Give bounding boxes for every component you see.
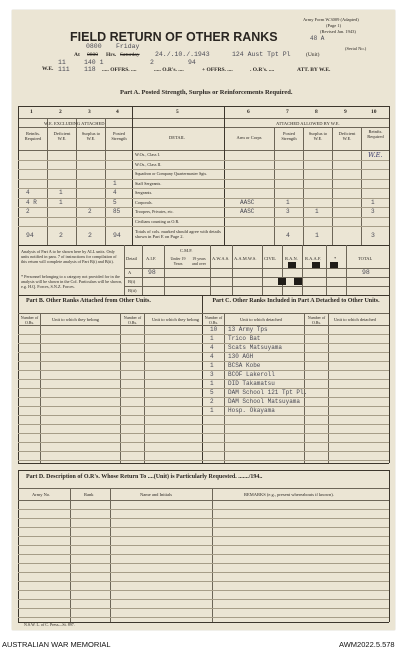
part-c-row-unit: Hosp. Okayama [228, 407, 275, 414]
header-reinfts-att: Reinfts. Required [367, 129, 384, 139]
col-num-6: 6 [247, 109, 250, 115]
detail-row-cell: 4 [113, 189, 117, 196]
analysis-civil-divider [282, 245, 283, 295]
part-d-row-rule [18, 554, 389, 555]
analysis-aamwg-divider [262, 245, 263, 295]
header-deficient-we: Deficient W.E. [53, 131, 71, 141]
part-d-header-army-no: Army No. [32, 492, 51, 497]
detail-row-cell: 1 [286, 198, 290, 206]
time-printed: 0800 [87, 52, 98, 58]
part-c-row-number: 4 [210, 344, 214, 351]
part-d-row-rule [18, 617, 389, 618]
part-a-header-bottom [18, 150, 389, 151]
detail-row-cell: 2 [26, 208, 30, 215]
part-d-row-rule [18, 518, 389, 519]
detail-row-cell: 1 [59, 198, 63, 206]
serial-label: (Serial No.) [345, 46, 367, 51]
analysis-cmf-under: Under 19 Years [170, 256, 186, 266]
detail-row-cell: 3 [286, 208, 290, 215]
day-handwritten: Friday [116, 43, 140, 50]
detail-row-cell: 4 R [26, 198, 37, 206]
analysis-row-b1: B(i) [128, 279, 136, 284]
part-a-subheader-rule [18, 127, 389, 128]
at-label: At [74, 52, 80, 58]
attached-allowed-header: ATTACHED ALLOWED BY W.E. [276, 121, 340, 126]
analysis-awas: A.W.A.S. [212, 256, 230, 261]
part-bc-row-rule [18, 424, 389, 425]
detail-row-cell: AASC [240, 198, 255, 206]
analysis-note: Analysis of Part A to be shown here by ALL units. Only units notified in para. 7 of instructions for compilation of this return will complete analysis of Part B(i) and B(ii). [21, 249, 117, 264]
part-b-header-unit-1: Unit to which they belong [52, 317, 99, 322]
part-a-row-rule [18, 198, 389, 199]
analysis-aif: A.I.F. [146, 256, 157, 261]
part-bc-row-rule [18, 460, 389, 461]
analysis-ran-divider [302, 245, 303, 295]
part-c-row-number: 2 [210, 398, 214, 405]
analysis-row-a-rule [124, 268, 389, 269]
part-c-row-number: 3 [210, 371, 214, 378]
part-d-title: Part D. Description of O.R's. Whose Return To ....(Unit) is Particularly Requested. ......./194.. [26, 474, 263, 480]
part-a-row-rule [18, 179, 389, 180]
detail-row-cell: 1 [315, 208, 319, 215]
header-arm-corps: Arm or Corps [236, 135, 262, 140]
part-c-header-unit-1: Unit to which detached [240, 317, 282, 322]
part-c-row-unit: DAM School Matsuyama [228, 398, 301, 405]
part-c-row-unit: Trico Bat [228, 335, 261, 342]
att-ors-label: . O.R's. .... [250, 67, 275, 73]
part-c-header-unit-2: Unit to which detached [334, 317, 376, 322]
part-c-row-number: 1 [210, 407, 214, 414]
redaction-box-5 [294, 278, 302, 285]
total-deficient: 2 [59, 232, 63, 239]
part-c-row-number: 1 [210, 380, 214, 387]
detail-row-label: Staff Sergeants. [135, 180, 162, 186]
part-c-row-unit: 130 AGH [228, 353, 254, 360]
part-c-row-number: 1 [210, 335, 214, 342]
part-d-right-border [389, 470, 390, 622]
detail-row-label: Sergeants. [135, 190, 153, 195]
detail-row-label: Squadron or Company Quartermaster Sgts. [135, 171, 208, 176]
part-c-row-number: 10 [210, 326, 218, 333]
part-d-row-rule [18, 572, 389, 573]
unit-handwritten: 124 Aust Tpt Pl [232, 51, 291, 58]
col-divider-9 [361, 127, 362, 245]
part-b-title: Part B. Other Ranks Attached from Other Units. [26, 298, 151, 304]
part-d-header-remarks: REMARKS (e.g., present whereabouts if known). [244, 492, 334, 497]
analysis-divider [124, 245, 125, 295]
analysis-civil: CIVIL [264, 256, 276, 261]
detail-row-cell: 1 [59, 189, 63, 196]
part-d-row-rule [18, 509, 389, 510]
col-num-5: 5 [176, 109, 179, 115]
part-c-header-number-1: Number of O.Rs. [204, 315, 223, 325]
part-b-header-number-2: Number of O.Rs. [123, 315, 142, 325]
ors-value-2: 118 [84, 66, 96, 73]
form-sheet [12, 10, 395, 630]
redaction-box-1 [288, 262, 296, 268]
analysis-star: * [334, 256, 337, 261]
part-bc-row-rule [18, 352, 389, 353]
part-d-row-rule [18, 608, 389, 609]
total-att-reinfts: 3 [371, 232, 375, 239]
form-title: FIELD RETURN OF OTHER RANKS [70, 30, 278, 44]
part-a-row-rule [18, 217, 389, 218]
analysis-row-b2: B(ii) [128, 288, 137, 293]
header-posted-strength: Posted Strength [111, 131, 127, 141]
analysis-detail-divider [142, 245, 143, 295]
part-a-row-rule [18, 207, 389, 208]
col-divider-7 [303, 127, 304, 245]
analysis-note-2: * Personnel belonging to a category not provided for in the analysis will be shown in the Col. Particulars will be shown, e.g. H.Q. Forces, S.N.Z. Forces. [21, 274, 123, 289]
redaction-box-3 [330, 262, 338, 268]
total-reinfts: 94 [26, 232, 34, 239]
part-bc-row-rule [18, 451, 389, 452]
header-deficient-att: Deficient W.E. [338, 131, 356, 141]
part-bc-row-rule [18, 379, 389, 380]
part-bc-header-bottom [18, 325, 389, 326]
total-surplus: 2 [88, 232, 92, 239]
we-ors-label: ..... O.R's. .... [154, 67, 184, 73]
analysis-row-a: A [128, 270, 132, 275]
analysis-aif-value: 98 [148, 269, 156, 276]
detail-row-label: Troopers, Privates, etc. [135, 209, 174, 214]
analysis-cmf-divider [210, 245, 211, 295]
part-bc-row-rule [18, 361, 389, 362]
redaction-box-4 [278, 278, 286, 285]
analysis-cmf-over: 19 years and over [192, 256, 206, 266]
col-num-1: 1 [30, 109, 33, 115]
analysis-row-b1-rule [124, 277, 389, 278]
detail-row-cell: 3 [371, 208, 375, 215]
analysis-awas-divider [232, 245, 233, 295]
total-posted: 94 [113, 232, 121, 239]
analysis-cmf: C.M.F. [180, 248, 193, 253]
analysis-raaf-divider [326, 245, 327, 295]
analysis-bottom-border [18, 295, 389, 296]
army-form-number: Army Form W.3009 (Adapted) [303, 17, 359, 22]
part-bc-row-rule [18, 343, 389, 344]
header-posted-strength-att: Posted Strength [281, 131, 297, 141]
part-a-top-border [18, 106, 389, 107]
part-a-colnum-rule [18, 118, 389, 119]
part-d-header-name: Name and Initials [140, 492, 172, 497]
total-att-surplus: 1 [315, 232, 319, 239]
part-bc-row-rule [18, 334, 389, 335]
detail-row-cell: 1 [113, 179, 117, 187]
detail-row-cell: AASC [240, 208, 255, 215]
offrs-value-1: 2 [150, 59, 154, 66]
col-num-3: 3 [88, 109, 91, 115]
ors-value-1: 140 1 [84, 59, 104, 66]
header-detail: DETAIL [169, 135, 185, 140]
part-c-row-unit: DID Takamatsu [228, 380, 275, 387]
col-num-4: 4 [116, 109, 119, 115]
att-by-we-label: ATT. BY W.E. [297, 67, 331, 73]
col-num-8: 8 [315, 109, 318, 115]
we-excluding-header: W.E. EXCLUDING ATTACHED [44, 121, 105, 126]
col-num-7: 7 [286, 109, 289, 115]
total-att-posted: 4 [286, 232, 290, 239]
detail-row-label: W.Os., Class I. [135, 152, 160, 157]
analysis-aamwg: A.A.M.W.S. [234, 256, 257, 261]
serial-number-value: 48 A [310, 35, 325, 42]
header-reinfts-required: Reinfts. Required [24, 131, 42, 141]
part-c-row-unit: DAM School 121 Tpt Pl. [228, 389, 308, 396]
detail-row-cell: 1 [371, 198, 375, 206]
date-handwritten: 24./.10./.1943 [155, 51, 210, 58]
header-surplus-we: Surplus to W.E. [81, 131, 101, 141]
part-bc-row-rule [18, 397, 389, 398]
we-value-1: 11 [58, 59, 66, 66]
day-printed: Saturday [120, 52, 140, 58]
analysis-aif-divider [164, 245, 165, 295]
part-d-top-border [18, 470, 389, 471]
part-d-row-rule [18, 590, 389, 591]
part-d-row-rule [18, 536, 389, 537]
part-c-row-number: 5 [210, 389, 214, 396]
part-a-bottom-border [18, 245, 389, 246]
part-c-row-unit: 13 Army Tps [228, 326, 268, 333]
part-d-row-rule [18, 581, 389, 582]
part-d-row-rule [18, 527, 389, 528]
part-a-row-rule [18, 169, 389, 170]
ors-value-3: 94 [188, 59, 196, 66]
part-b-header-unit-2: Unit to which they belong [152, 317, 199, 322]
detail-row-cell: 2 [88, 208, 92, 215]
part-c-title: Part C. Other Ranks Included in Part A Detached to Other Units. [212, 298, 380, 304]
part-d-header-rank: Rank [84, 492, 94, 497]
part-d-header-bottom [18, 500, 389, 501]
part-a-row-rule [18, 226, 389, 227]
part-bc-row-rule [18, 370, 389, 371]
analysis-detail-label: Detail [126, 256, 137, 261]
we-mark: W.E. [368, 151, 383, 159]
part-bc-row-rule [18, 388, 389, 389]
hrs-label: Hrs. [106, 52, 117, 58]
part-bc-row-rule [18, 442, 389, 443]
part-c-header-number-2: Number of O.Rs. [307, 315, 326, 325]
detail-row-cell: 5 [113, 198, 117, 206]
part-c-row-number: 4 [210, 353, 214, 360]
part-bc-row-rule [18, 433, 389, 434]
unit-label: (Unit) [306, 52, 320, 58]
part-b-header-number-1: Number of O.Rs. [20, 315, 39, 325]
detail-row-label: Corporals. [135, 199, 153, 205]
analysis-total-value: 98 [362, 269, 370, 276]
detail-row-cell: 85 [113, 208, 121, 215]
footer-accession-number: AWM2022.5.578 [339, 640, 395, 649]
part-c-row-unit: Scats Matsuyama [228, 344, 283, 351]
part-a-left-border [18, 106, 19, 295]
redaction-box-2 [312, 262, 320, 268]
time-handwritten: 0800 [86, 43, 102, 50]
analysis-total: TOTAL [358, 256, 373, 261]
we-value-2: 111 [58, 66, 70, 73]
part-c-row-number: 1 [210, 362, 214, 369]
print-line: N.S.W. L. of C. Press—St. 897. [24, 622, 75, 627]
part-d-row-rule [18, 599, 389, 600]
part-c-row-unit: BCOF Lakeroll [228, 371, 275, 378]
header-surplus-att: Surplus to W.E. [308, 131, 328, 141]
col-divider-6 [274, 127, 275, 245]
part-a-row-rule [18, 188, 389, 189]
col-divider-5 [224, 106, 225, 245]
part-d-row-rule [18, 545, 389, 546]
part-bc-row-rule [18, 406, 389, 407]
col-num-10: 10 [371, 109, 377, 115]
revised-date: (Revised Jan. 1943) [320, 29, 356, 34]
footer-institution: AUSTRALIAN WAR MEMORIAL [2, 640, 111, 649]
detail-row-label: W.Os., Class II. [135, 161, 162, 167]
att-offrs-label: + OFFRS. .... [202, 67, 233, 73]
we-offrs-label: ..... OFFRS. .... [102, 67, 137, 73]
part-d-row-rule [18, 563, 389, 564]
totals-label: Totals of cols. marked should agree with details shown in Part E on Page 2. [135, 229, 221, 239]
analysis-ran: R.A.N. [285, 256, 298, 261]
analysis-row-b2-rule [124, 286, 389, 287]
analysis-raaf: R.A.A.F. [305, 256, 322, 261]
part-d-header-top [18, 488, 389, 489]
part-bc-header-top [18, 313, 389, 314]
part-a-title: Part A. Posted Strength, Surplus or Reinforcements Required. [120, 89, 293, 96]
col-num-2: 2 [59, 109, 62, 115]
we-label: W.E. [42, 66, 54, 72]
part-a-row-rule [18, 160, 389, 161]
part-a-right-border [389, 106, 390, 295]
page-number: (Page 1) [326, 23, 342, 28]
part-bc-bottom-border [18, 463, 389, 464]
analysis-star-divider [346, 245, 347, 295]
detail-row-cell: 4 [26, 189, 30, 196]
part-c-row-unit: BCSA Kobe [228, 362, 261, 369]
detail-row-label: Civilians counting as O.R. [135, 218, 180, 224]
col-num-9: 9 [344, 109, 347, 115]
col-divider-8 [332, 127, 333, 245]
col-divider-4 [132, 106, 133, 245]
part-bc-row-rule [18, 415, 389, 416]
part-c-right-border [389, 295, 390, 463]
